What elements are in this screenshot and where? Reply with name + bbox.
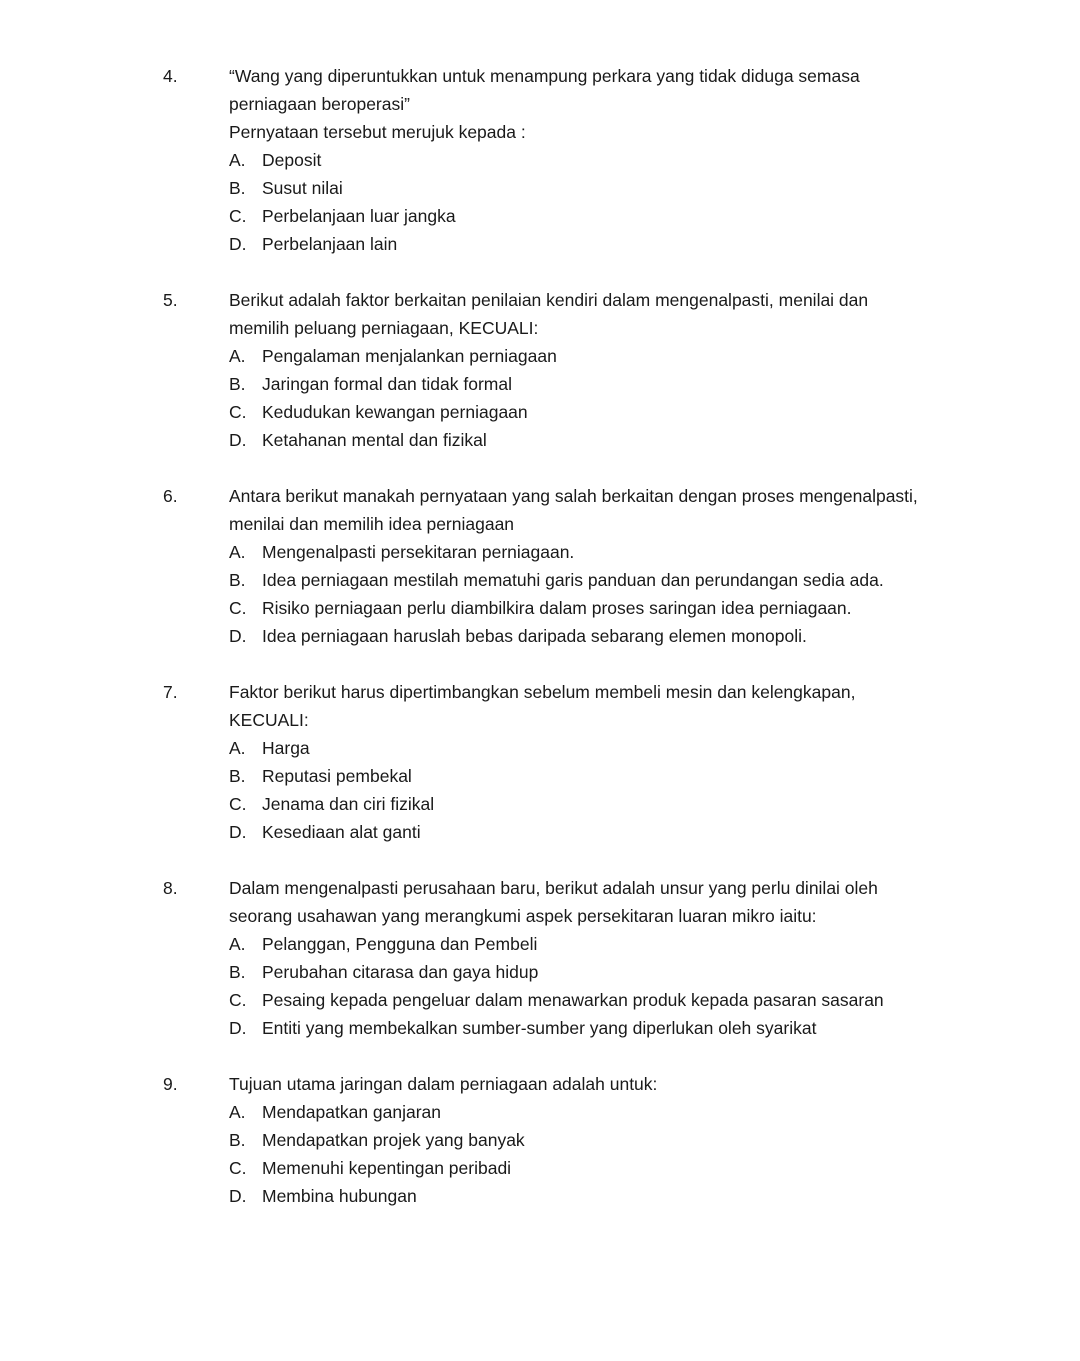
- option-letter: B.: [229, 178, 246, 198]
- option-a: [229, 734, 959, 762]
- question-stem-line: Antara berikut manakah pernyataan yang salah berkaitan dengan proses mengenalpasti,: [229, 486, 918, 506]
- option-text: Susut nilai: [262, 178, 343, 198]
- option-text: Mengenalpasti persekitaran perniagaan.: [262, 542, 575, 562]
- question-8: [0, 874, 1080, 1042]
- option-text: Memenuhi kepentingan peribadi: [262, 1158, 512, 1178]
- option-letter: C.: [229, 598, 247, 618]
- option-text: Jaringan formal dan tidak formal: [262, 374, 512, 394]
- option-letter: B.: [229, 766, 246, 786]
- option-letter: D.: [229, 234, 247, 254]
- option-a: [229, 342, 959, 370]
- document-page: [0, 62, 1080, 1238]
- question-body: [229, 678, 959, 846]
- option-text: Pengalaman menjalankan perniagaan: [262, 346, 557, 366]
- option-letter: A.: [229, 934, 246, 954]
- option-letter: D.: [229, 430, 247, 450]
- option-text: Perbelanjaan lain: [262, 234, 398, 254]
- option-text: Pesaing kepada pengeluar dalam menawarkan produk kepada pasaran sasaran: [262, 990, 884, 1010]
- question-body: [229, 62, 959, 258]
- option-text: Deposit: [262, 150, 322, 170]
- option-letter: D.: [229, 822, 247, 842]
- option-text: Pelanggan, Pengguna dan Pembeli: [262, 934, 538, 954]
- question-stem-line: Faktor berikut harus dipertimbangkan sebelum membeli mesin dan kelengkapan,: [229, 682, 856, 702]
- option-c: [229, 986, 959, 1014]
- option-letter: B.: [229, 374, 246, 394]
- option-letter: A.: [229, 150, 246, 170]
- option-a: [229, 538, 959, 566]
- question-body: [229, 1070, 959, 1210]
- option-letter: A.: [229, 346, 246, 366]
- option-d: [229, 426, 959, 454]
- option-text: Harga: [262, 738, 310, 758]
- option-b: [229, 370, 959, 398]
- option-letter: A.: [229, 542, 246, 562]
- option-text: Ketahanan mental dan fizikal: [262, 430, 487, 450]
- option-d: [229, 1014, 959, 1042]
- option-letter: C.: [229, 990, 247, 1010]
- option-text: Kesediaan alat ganti: [262, 822, 421, 842]
- option-letter: D.: [229, 626, 247, 646]
- question-body: [229, 874, 959, 1042]
- question-stem-line: KECUALI:: [229, 710, 309, 730]
- option-text: Reputasi pembekal: [262, 766, 412, 786]
- option-text: Entiti yang membekalkan sumber-sumber yang diperlukan oleh syarikat: [262, 1018, 817, 1038]
- question-6: [0, 482, 1080, 650]
- option-letter: D.: [229, 1018, 247, 1038]
- option-letter: D.: [229, 1186, 247, 1206]
- option-d: [229, 622, 959, 650]
- option-a: [229, 146, 959, 174]
- question-number: 7.: [163, 682, 178, 702]
- option-d: [229, 1182, 959, 1210]
- question-body: [229, 286, 959, 454]
- option-letter: C.: [229, 402, 247, 422]
- option-b: [229, 566, 959, 594]
- option-text: Jenama dan ciri fizikal: [262, 794, 435, 814]
- option-d: [229, 818, 959, 846]
- question-number: 9.: [163, 1074, 178, 1094]
- question-4: [0, 62, 1080, 258]
- question-stem-line: “Wang yang diperuntukkan untuk menampung perkara yang tidak diduga semasa: [229, 66, 860, 86]
- option-letter: B.: [229, 962, 246, 982]
- question-stem-line: memilih peluang perniagaan, KECUALI:: [229, 318, 539, 338]
- option-c: [229, 1154, 959, 1182]
- question-stem-line: Pernyataan tersebut merujuk kepada :: [229, 122, 526, 142]
- question-number: 6.: [163, 486, 178, 506]
- question-stem-line: Berikut adalah faktor berkaitan penilaian kendiri dalam mengenalpasti, menilai dan: [229, 290, 869, 310]
- option-text: Perubahan citarasa dan gaya hidup: [262, 962, 539, 982]
- option-letter: C.: [229, 794, 247, 814]
- option-c: [229, 398, 959, 426]
- question-number: 5.: [163, 290, 178, 310]
- option-letter: A.: [229, 738, 246, 758]
- option-b: [229, 762, 959, 790]
- question-stem-line: perniagaan beroperasi”: [229, 94, 410, 114]
- option-letter: B.: [229, 1130, 246, 1150]
- option-text: Mendapatkan projek yang banyak: [262, 1130, 525, 1150]
- option-c: [229, 790, 959, 818]
- question-stem-line: Dalam mengenalpasti perusahaan baru, berikut adalah unsur yang perlu dinilai oleh: [229, 878, 878, 898]
- question-body: [229, 482, 959, 650]
- option-a: [229, 930, 959, 958]
- question-stem-line: Tujuan utama jaringan dalam perniagaan adalah untuk:: [229, 1074, 658, 1094]
- option-text: Perbelanjaan luar jangka: [262, 206, 456, 226]
- question-5: [0, 286, 1080, 454]
- option-letter: C.: [229, 206, 247, 226]
- option-c: [229, 202, 959, 230]
- option-letter: A.: [229, 1102, 246, 1122]
- option-c: [229, 594, 959, 622]
- option-text: Risiko perniagaan perlu diambilkira dalam proses saringan idea perniagaan.: [262, 598, 852, 618]
- question-number: 4.: [163, 66, 178, 86]
- option-d: [229, 230, 959, 258]
- option-text: Idea perniagaan mestilah mematuhi garis panduan dan perundangan sedia ada.: [262, 570, 884, 590]
- option-text: Idea perniagaan haruslah bebas daripada sebarang elemen monopoli.: [262, 626, 807, 646]
- question-stem-line: menilai dan memilih idea perniagaan: [229, 514, 515, 534]
- option-letter: B.: [229, 570, 246, 590]
- question-9: [0, 1070, 1080, 1210]
- question-number: 8.: [163, 878, 178, 898]
- option-letter: C.: [229, 1158, 247, 1178]
- option-text: Kedudukan kewangan perniagaan: [262, 402, 528, 422]
- option-a: [229, 1098, 959, 1126]
- option-b: [229, 174, 959, 202]
- option-b: [229, 958, 959, 986]
- question-7: [0, 678, 1080, 846]
- question-stem-line: seorang usahawan yang merangkumi aspek persekitaran luaran mikro iaitu:: [229, 906, 817, 926]
- option-b: [229, 1126, 959, 1154]
- option-text: Membina hubungan: [262, 1186, 417, 1206]
- option-text: Mendapatkan ganjaran: [262, 1102, 442, 1122]
